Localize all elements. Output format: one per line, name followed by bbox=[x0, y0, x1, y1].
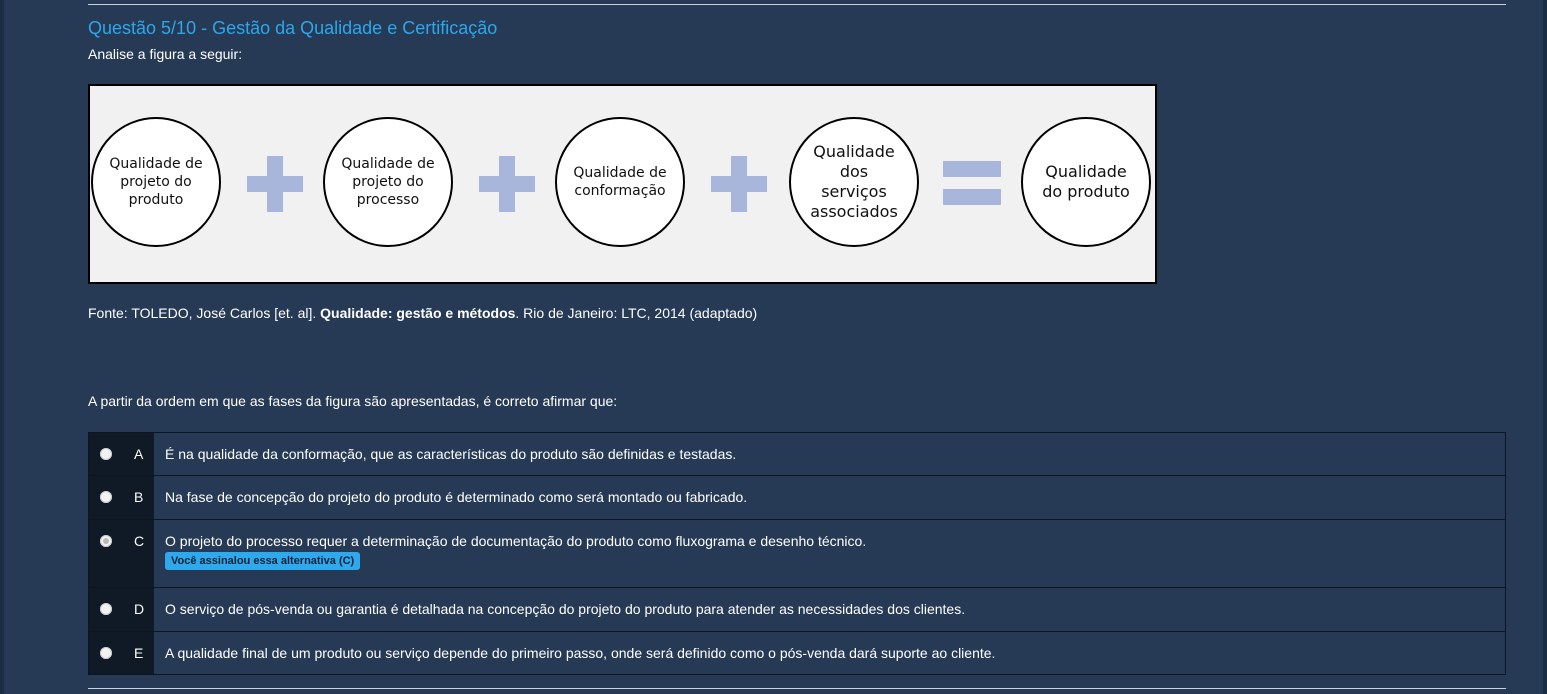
question-title: Questão 5/10 - Gestão da Qualidade e Certificação bbox=[88, 18, 498, 38]
source-suffix: . Rio de Janeiro: LTC, 2014 (adaptado) bbox=[515, 305, 758, 321]
question-prompt: A partir da ordem em que as fases da figura são apresentadas, é correto afirmar que: bbox=[88, 393, 618, 409]
option-a[interactable] bbox=[89, 433, 1505, 476]
source-title: Qualidade: gestão e métodos bbox=[320, 305, 516, 321]
figure-circle-label: Qualidade de projeto do processo bbox=[341, 156, 435, 208]
option-letter: D bbox=[134, 601, 145, 617]
figure-circle-label: Qualidade dos serviços associados bbox=[810, 142, 898, 221]
question-intro: Analise a figura a seguir: bbox=[88, 46, 243, 62]
option-text[interactable]: Na fase de concepção do projeto do produto é determinado como será montado ou fabricado. bbox=[165, 489, 748, 505]
page-edge-right bbox=[1543, 0, 1547, 694]
bottom-divider bbox=[88, 688, 1506, 689]
option-text[interactable]: É na qualidade da conformação, que as características do produto são definidas e testadas. bbox=[165, 446, 737, 462]
option-b[interactable] bbox=[89, 476, 1505, 520]
figure-source bbox=[88, 305, 757, 321]
plus-icon bbox=[711, 156, 767, 212]
top-divider bbox=[88, 4, 1506, 5]
option-letter: A bbox=[134, 446, 144, 462]
answer-options bbox=[88, 432, 1506, 675]
page-edge-left bbox=[0, 0, 4, 694]
figure-circle-product-design bbox=[91, 117, 221, 247]
option-text[interactable]: O serviço de pós-venda ou garantia é detalhada na concepção do projeto do produto para atender as necessidades dos clientes. bbox=[165, 601, 966, 617]
figure-circle-process-design bbox=[323, 117, 453, 247]
option-d[interactable] bbox=[89, 588, 1505, 632]
plus-icon bbox=[479, 156, 535, 212]
option-text[interactable]: A qualidade final de um produto ou serviço depende do primeiro passo, onde será definido como o pós-venda dará suporte ao cliente. bbox=[165, 645, 996, 661]
radio-button[interactable] bbox=[100, 448, 112, 460]
equals-icon bbox=[943, 161, 1001, 207]
radio-button[interactable] bbox=[100, 603, 112, 615]
option-letter: E bbox=[134, 645, 144, 661]
option-letter: B bbox=[134, 489, 144, 505]
figure-circle-services bbox=[789, 117, 919, 247]
figure-circle-label: Qualidade de projeto do produto bbox=[109, 156, 203, 208]
option-text[interactable]: O projeto do processo requer a determinação de documentação do produto como fluxograma e desenho técnico. bbox=[165, 533, 867, 549]
quality-figure bbox=[88, 84, 1157, 284]
plus-icon bbox=[247, 156, 303, 212]
source-prefix: Fonte: TOLEDO, José Carlos [et. al]. bbox=[88, 305, 321, 321]
selected-answer-badge: Você assinalou essa alternativa (C) bbox=[165, 552, 360, 570]
radio-button[interactable] bbox=[100, 491, 112, 503]
figure-circle-label: Qualidade do produto bbox=[1042, 162, 1130, 201]
figure-circle-product-quality bbox=[1021, 117, 1151, 247]
figure-circle-label: Qualidade de conformação bbox=[573, 165, 667, 199]
option-e[interactable] bbox=[89, 632, 1505, 674]
option-letter: C bbox=[134, 533, 145, 549]
radio-button[interactable] bbox=[100, 647, 112, 659]
option-c[interactable] bbox=[89, 520, 1505, 588]
radio-button-selected[interactable] bbox=[100, 535, 112, 547]
figure-circle-conformance bbox=[555, 117, 685, 247]
